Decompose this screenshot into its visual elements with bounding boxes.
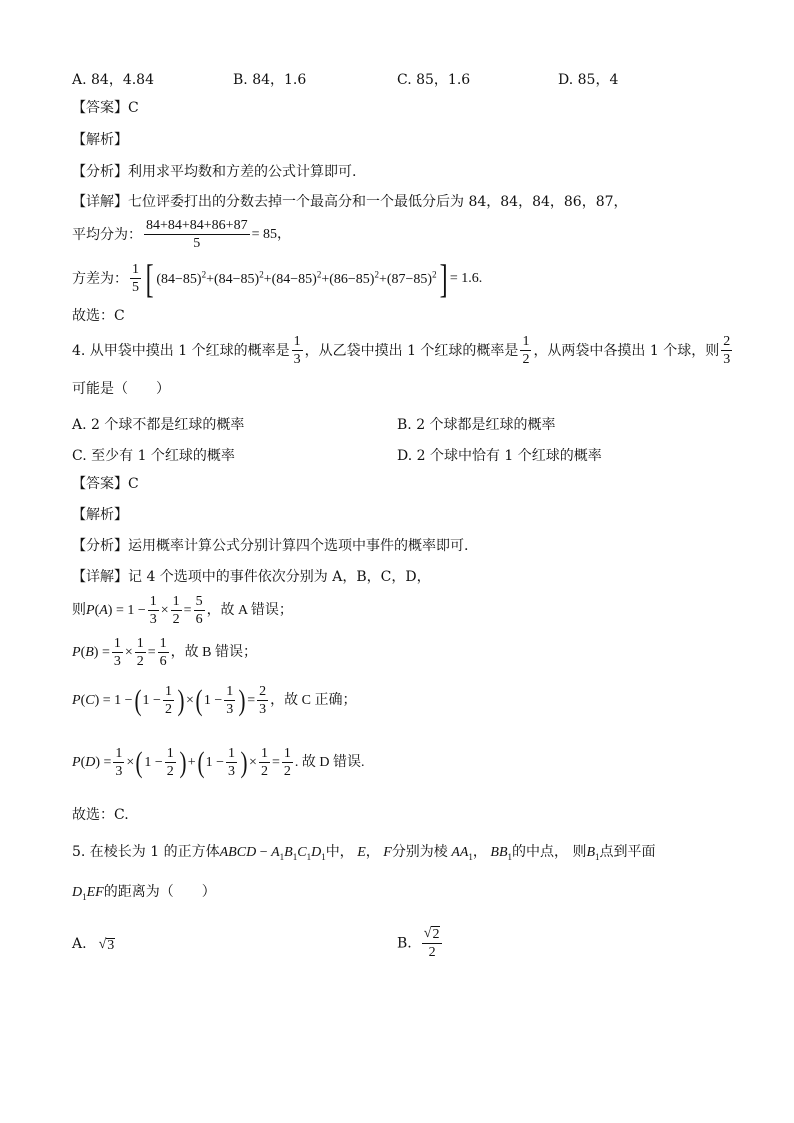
right-bracket: ] xyxy=(439,255,448,301)
q3-analysis xyxy=(72,165,356,179)
q4-conclusion: 故选：C. xyxy=(72,807,129,823)
q4-option-d: D. 2 个球中恰有 1 个红球的概率 xyxy=(397,448,602,464)
q4-jiexi: 【解析】 xyxy=(72,507,128,523)
q4-pc: P(C) = 1 −( 1 − $\frac{1}{2}$ ) ×( 1 − $\frac{1}{3}$ ) = $\frac{2}{3}$ ，故 C 正确； xyxy=(72,683,357,718)
detail-text: 七位评委打出的分数去掉一个最高分和一个最低分后为 84，84，84，86，87， xyxy=(128,194,628,210)
q4-analysis: 【分析】运用概率计算公式分别计算四个选项中事件的概率即可. xyxy=(72,538,469,554)
q3-answer xyxy=(72,101,139,115)
mean-numerator: 84+84+84+86+87 xyxy=(144,218,250,235)
answer-tag: 【答案】 xyxy=(72,100,128,116)
q5-stem-end: $D_1EF$的距离为（ ） xyxy=(72,884,216,902)
q4-pd: P(D) = $\frac{1}{3}$ ×( 1 − $\frac{1}{2}$ ) +( 1 − $\frac{1}{3}$ ) × $\frac{1}{2}$ = $\frac{1}{2}$ . 故 D 错误. xyxy=(72,745,365,780)
left-bracket: [ xyxy=(145,255,154,301)
q3-option-c: C. 85，1.6 xyxy=(397,72,471,88)
q3-option-d: D. 85，4 xyxy=(558,72,619,88)
detail-tag: 【详解】 xyxy=(72,194,128,210)
q4-stem: 4. 从甲袋中摸出 1 个红球的概率是 $\frac{1}{3}$ ，从乙袋中摸出 1 个红球的概率是 $\frac{1}{2}$ ，从两袋中各摸出 1 个球，则 $\frac{2}{3}$ xyxy=(72,334,731,368)
answer-value: C xyxy=(128,100,139,116)
q4-answer: 【答案】C xyxy=(72,476,139,492)
analysis-tag: 【分析】 xyxy=(72,164,128,180)
q4-option-c: C. 至少有 1 个红球的概率 xyxy=(72,448,235,464)
q3-detail xyxy=(72,195,628,209)
q4-pa: 则P(A) = 1 − $\frac{1}{3}$ × $\frac{1}{2}$ = $\frac{5}{6}$ ，故 A 错误； xyxy=(72,594,293,628)
q4-stem-end: 可能是（ ） xyxy=(72,381,170,397)
q4-option-a: A. 2 个球不都是红球的概率 xyxy=(72,417,245,433)
q3-option-b: B. 84，1.6 xyxy=(233,72,307,88)
q3-mean-formula xyxy=(72,218,291,252)
q5-option-b: B. √ 2 2 xyxy=(397,926,444,961)
q4-pb: P(B) = $\frac{1}{3}$ × $\frac{1}{2}$ = $\frac{1}{6}$ ，故 B 错误； xyxy=(72,636,258,670)
q3-variance-formula: 方差为： $\frac{1}{5}$ [ $(84-85)^2+(84-85)^2+(84-85)^2+(86-85)^2+(87-85)^2] = 1.6$. xyxy=(72,255,483,301)
mean-label: 平均分为： xyxy=(72,226,142,243)
q3-jiexi: 【解析】 xyxy=(72,132,128,148)
mean-denominator: 5 xyxy=(193,236,201,252)
q4-option-b: B. 2 个球都是红球的概率 xyxy=(397,417,556,433)
variance-result: = 1.6. xyxy=(449,270,483,286)
variance-terms: $(84-85)^2+(84-85)^2+(84-85)^2+(86-85)^2+(87-85)^2$ xyxy=(156,269,437,288)
mean-result: = 85， xyxy=(251,226,291,242)
variance-label: 方差为： xyxy=(72,270,128,287)
analysis-text: 利用求平均数和方差的公式计算即可. xyxy=(128,164,357,180)
q4-detail: 【详解】记 4 个选项中的事件依次分别为 A，B，C，D， xyxy=(72,569,431,585)
q3-conclusion: 故选：C xyxy=(72,308,125,324)
q5-option-a: A. √ 3 xyxy=(72,936,115,953)
q5-stem: 5. 在棱长为 1 的正方体ABCD − $A_1B_1C_1D_1$中， E， F分别为棱 $AA_1$， $BB_1$的中点， 则$B_1$点到平面 xyxy=(72,844,656,862)
q3-option-a: A. 84，4.84 xyxy=(72,72,154,88)
